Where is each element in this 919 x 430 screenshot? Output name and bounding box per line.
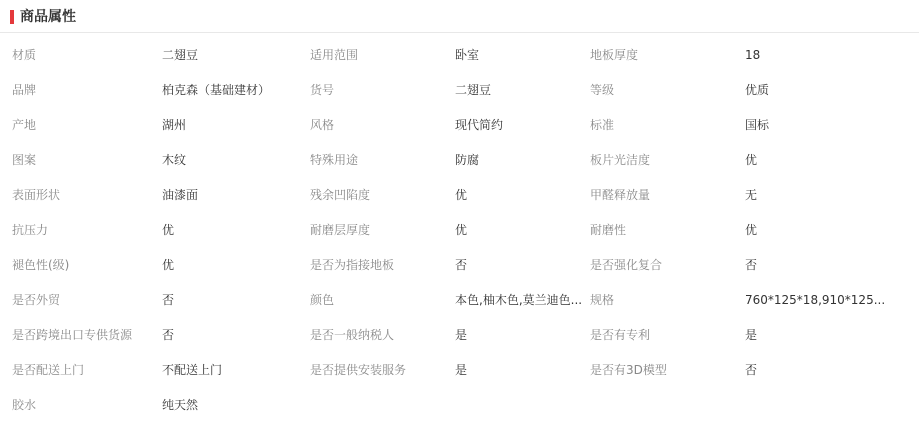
attr-label: 是否一般纳税人 xyxy=(310,327,395,342)
attr-value: 优 xyxy=(162,222,175,237)
attr-value: 卧室 xyxy=(455,47,480,62)
attr-value: 国标 xyxy=(745,117,770,132)
table-row xyxy=(0,387,919,422)
attr-value: 是 xyxy=(745,327,758,342)
accent-bar-icon xyxy=(10,10,14,24)
table-row xyxy=(0,107,919,142)
attr-value: 否 xyxy=(162,327,175,342)
attr-value: 无 xyxy=(745,187,758,202)
attr-label: 是否跨境出口专供货源 xyxy=(12,327,133,342)
attr-value: 二翅豆 xyxy=(455,82,492,97)
attr-label: 胶水 xyxy=(12,397,37,412)
attr-label: 是否有专利 xyxy=(590,327,651,342)
attr-value: 否 xyxy=(745,257,758,272)
attr-value: 优 xyxy=(162,257,175,272)
attr-label: 标准 xyxy=(590,117,615,132)
attr-label: 地板厚度 xyxy=(590,47,639,62)
attr-value: 油漆面 xyxy=(162,187,199,202)
attr-label: 货号 xyxy=(310,82,335,97)
attr-label xyxy=(310,387,455,422)
attr-value: 是 xyxy=(455,362,468,377)
attr-value: 柏克森（基础建材） xyxy=(162,82,271,97)
attr-value: 优 xyxy=(745,222,758,237)
attr-value xyxy=(745,387,919,422)
attr-label: 耐磨层厚度 xyxy=(310,222,371,237)
table-row xyxy=(0,177,919,212)
section-header xyxy=(0,0,919,32)
attr-label: 等级 xyxy=(590,82,615,97)
table-row xyxy=(0,37,919,72)
header-divider xyxy=(0,32,919,33)
attr-label: 褪色性(级) xyxy=(12,257,70,272)
attr-value: 18 xyxy=(745,47,761,62)
attr-value: 否 xyxy=(745,362,758,377)
attr-value: 优 xyxy=(745,152,758,167)
attr-label: 是否外贸 xyxy=(12,292,61,307)
attr-label: 是否有3D模型 xyxy=(590,362,667,377)
attr-value: 760*125*18,910*125... xyxy=(745,292,886,307)
attr-label: 耐磨性 xyxy=(590,222,627,237)
attr-label: 甲醛释放量 xyxy=(590,187,651,202)
attr-value: 不配送上门 xyxy=(162,362,223,377)
attributes-table xyxy=(0,37,919,422)
table-row xyxy=(0,352,919,387)
table-row xyxy=(0,317,919,352)
attr-value: 防腐 xyxy=(455,152,480,167)
attr-value: 现代简约 xyxy=(455,117,504,132)
attr-value: 湖州 xyxy=(162,117,187,132)
attr-value: 木纹 xyxy=(162,152,187,167)
attr-label: 残余凹陷度 xyxy=(310,187,371,202)
table-row xyxy=(0,142,919,177)
attr-label: 是否配送上门 xyxy=(12,362,85,377)
attr-label: 产地 xyxy=(12,117,37,132)
attr-label: 特殊用途 xyxy=(310,152,359,167)
attr-value xyxy=(455,387,590,422)
attr-label: 材质 xyxy=(12,47,37,62)
page-title: 商品属性 xyxy=(20,9,76,25)
table-row xyxy=(0,72,919,107)
attr-value: 优质 xyxy=(745,82,770,97)
attr-label: 风格 xyxy=(310,117,335,132)
table-row xyxy=(0,212,919,247)
attr-label: 规格 xyxy=(590,292,615,307)
attr-label: 是否为指接地板 xyxy=(310,257,395,272)
attr-value: 纯天然 xyxy=(162,397,199,412)
attr-label: 颜色 xyxy=(310,292,335,307)
attr-value: 否 xyxy=(455,257,468,272)
attr-label: 板片光洁度 xyxy=(590,152,651,167)
attr-value: 优 xyxy=(455,187,468,202)
attr-label xyxy=(590,387,745,422)
attr-label: 是否强化复合 xyxy=(590,257,663,272)
attr-label: 是否提供安装服务 xyxy=(310,362,407,377)
attr-value: 否 xyxy=(162,292,175,307)
table-row xyxy=(0,247,919,282)
attr-label: 表面形状 xyxy=(12,187,61,202)
attr-label: 图案 xyxy=(12,152,37,167)
attr-value: 优 xyxy=(455,222,468,237)
table-row xyxy=(0,282,919,317)
attr-value: 是 xyxy=(455,327,468,342)
attr-label: 品牌 xyxy=(12,82,37,97)
attr-value: 二翅豆 xyxy=(162,47,199,62)
attr-label: 适用范围 xyxy=(310,47,359,62)
attr-value: 本色,柚木色,莫兰迪色... xyxy=(455,292,583,307)
attr-label: 抗压力 xyxy=(12,222,49,237)
